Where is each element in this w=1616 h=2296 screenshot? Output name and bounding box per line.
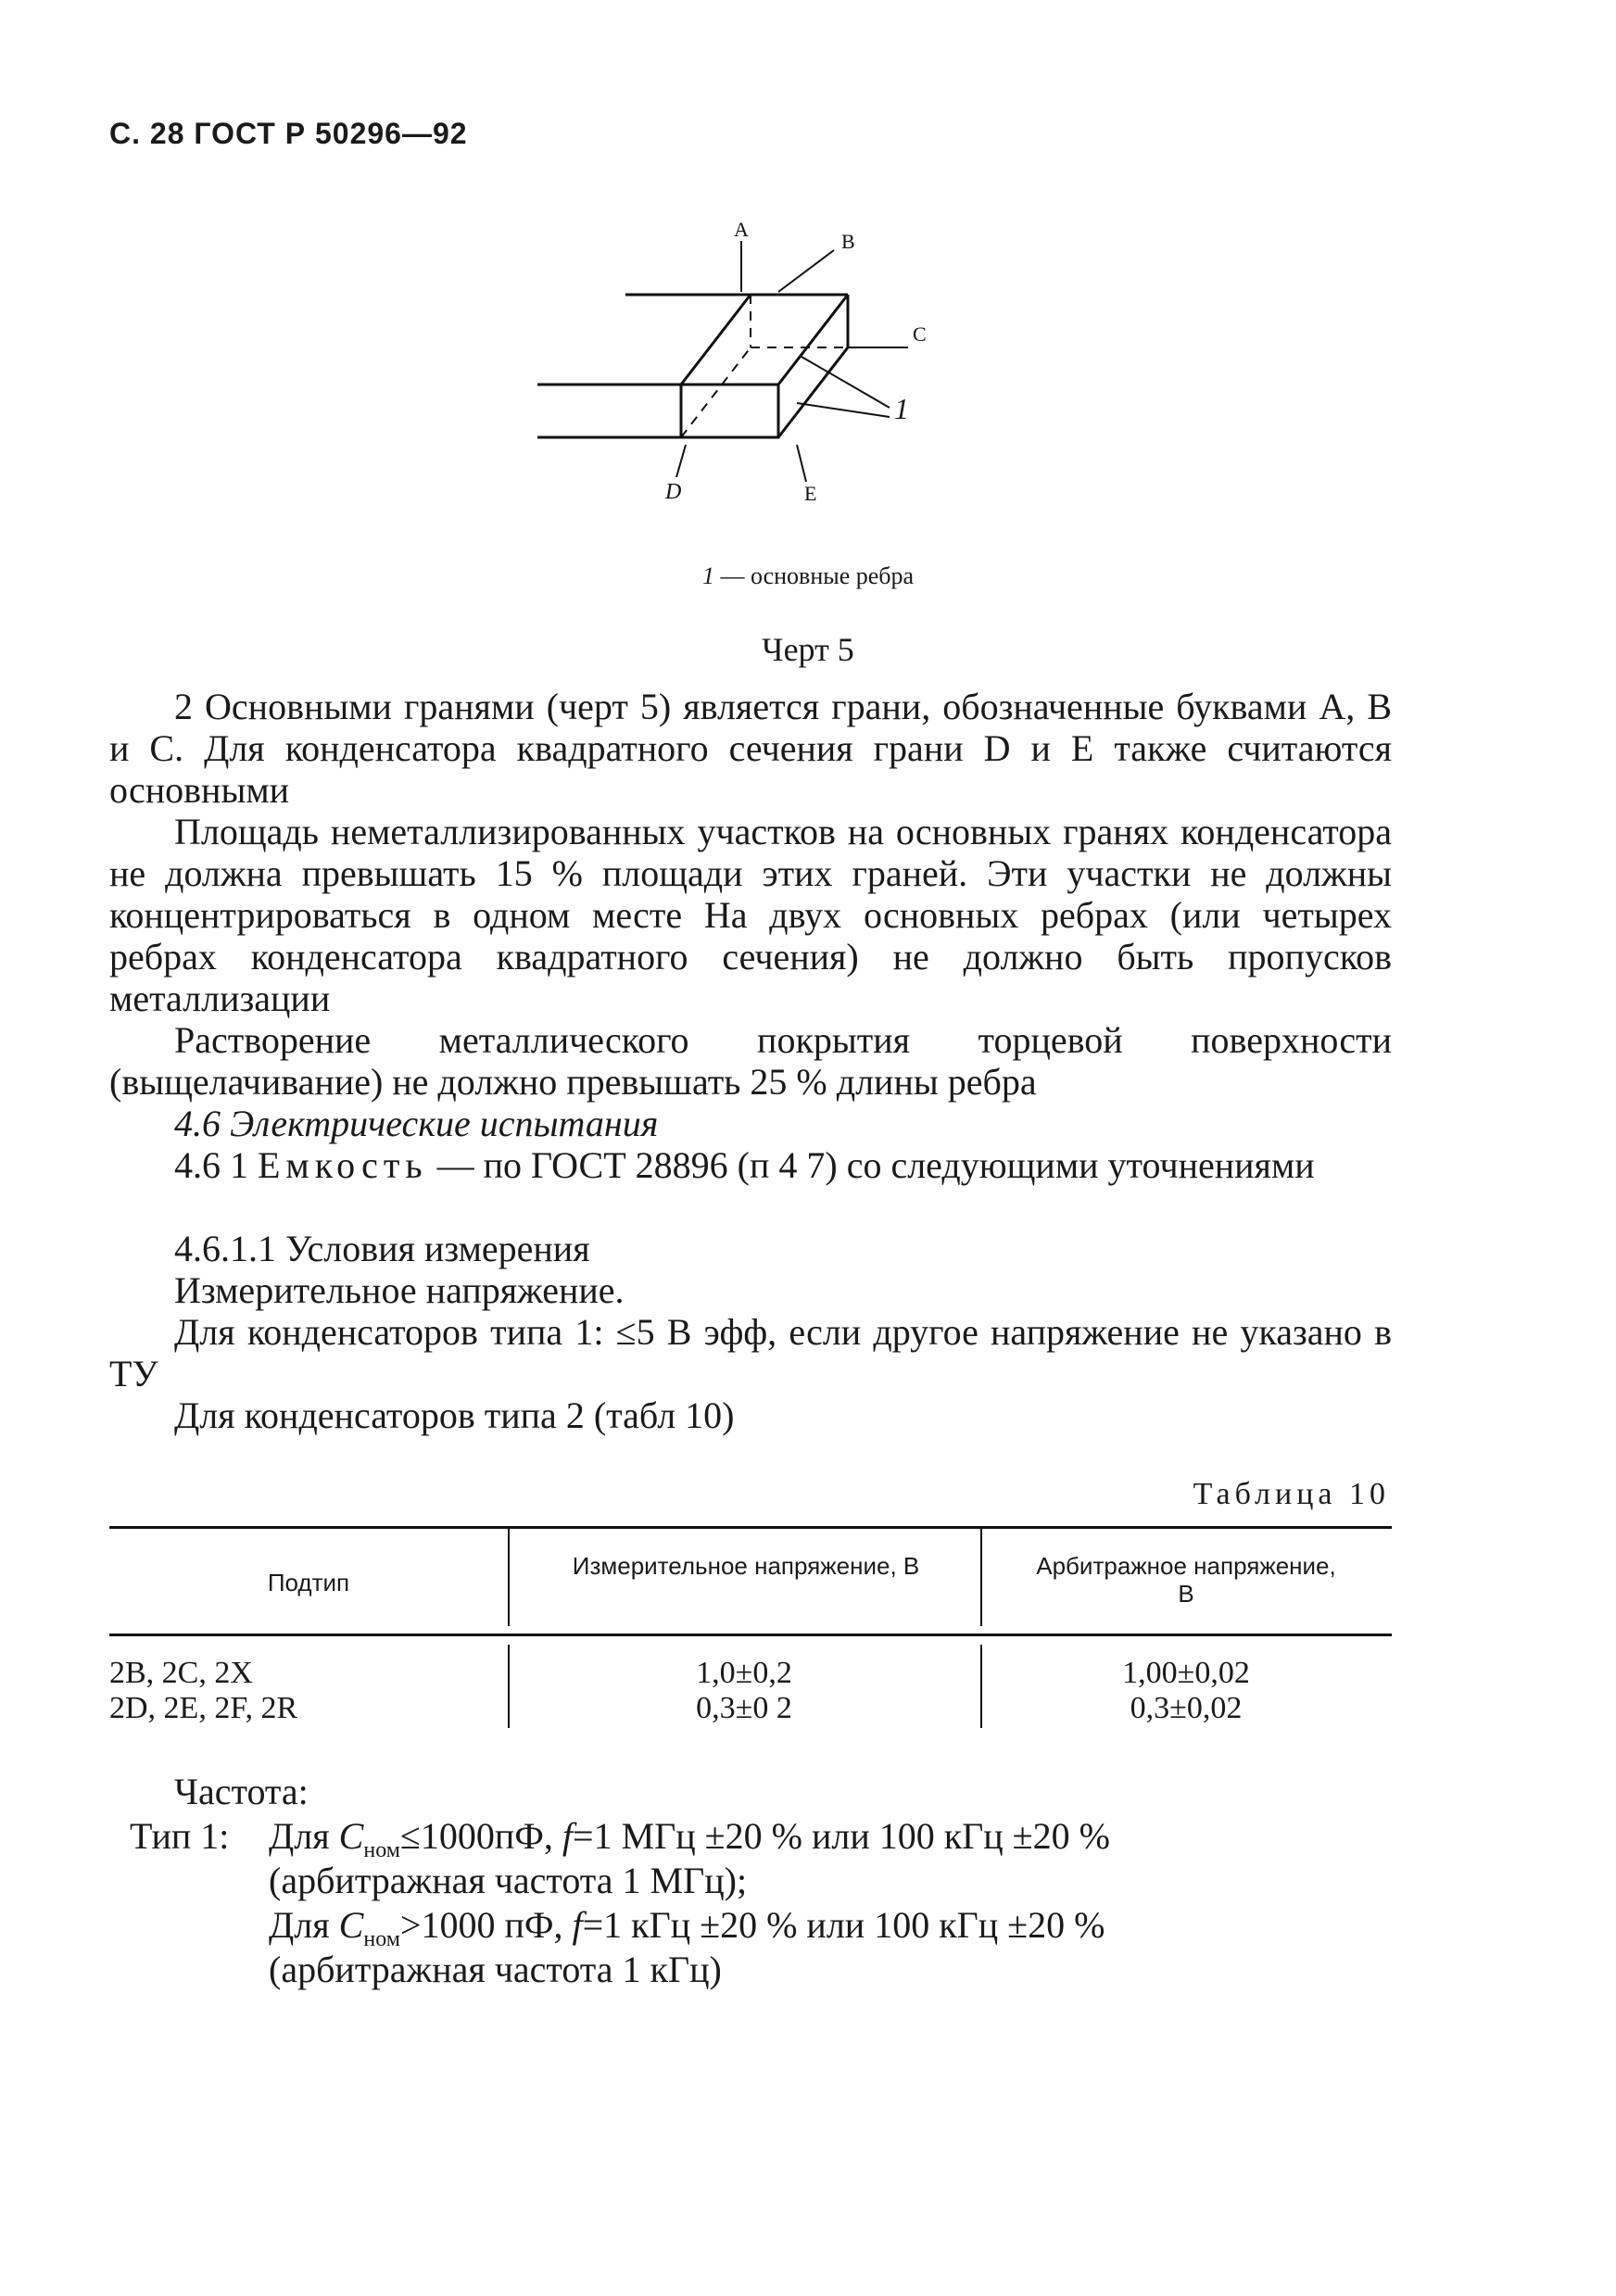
capacitor-drawing xyxy=(519,222,964,528)
c-nom-subscript: ном xyxy=(363,1838,400,1862)
paragraph-leaching: Растворение металлического покрытия торцевой поверхности (выщелачивание) не должно превышать 25 % длины ребра xyxy=(109,1019,1392,1103)
table-header-subtype: Подтип xyxy=(267,1569,350,1596)
label-e: E xyxy=(804,482,817,505)
paragraph-unmetallized-area: Площадь неметаллизированных участков на основных гранях конденсатора не должна превышать 15 % площади этих граней. Эти участки не должны концентрироваться в одном месте На двух основных ребрах (или четырех ребрах конденсатора квадратного сечения) не должно быть пропусков металлизации xyxy=(109,811,1392,1019)
table-col-divider-2 xyxy=(980,1529,982,1626)
label-edge-1: 1 xyxy=(894,392,909,425)
table-header-arbitrage: Арбитражное напряжение, В xyxy=(1036,1552,1336,1608)
table-top-rule xyxy=(109,1526,1392,1529)
paragraph-main-faces: 2 Основными гранями (черт 5) является грани, обозначенные буквами А, В и С. Для конденсатора квадратного сечения грани D и E также считаются основными xyxy=(109,686,1392,811)
frequency-line-3-threshold: >1000 пФ, xyxy=(399,1904,563,1946)
frequency-line-3-for: Для xyxy=(269,1904,330,1946)
table-cell-subtype: 2D, 2E, 2F, 2R xyxy=(109,1691,298,1725)
frequency-heading: Частота: xyxy=(174,1771,309,1812)
frequency-type1-label: Тип 1: xyxy=(130,1815,230,1857)
label-a: A xyxy=(734,222,749,241)
label-b: B xyxy=(841,230,855,253)
figure-caption xyxy=(0,562,1616,590)
table-cell-measure: 1,0±0,2 xyxy=(696,1656,792,1690)
page-header: С. 28 ГОСТ Р 50296—92 xyxy=(109,117,468,150)
type2-voltage: Для конденсаторов типа 2 (табл 10) xyxy=(174,1394,735,1436)
frequency-line-2: (арбитражная частота 1 МГц); xyxy=(269,1860,748,1901)
section-4-6-title: 4.6 Электрические испытания xyxy=(174,1103,659,1144)
f-symbol: f xyxy=(562,1815,574,1857)
table-label: Таблица 10 xyxy=(1193,1477,1390,1511)
section-4-6-1-1: 4.6.1.1 Условия измерения xyxy=(174,1228,590,1269)
frequency-line-1-values: =1 МГц ±20 % или 100 кГц ±20 % xyxy=(573,1815,1110,1857)
frequency-line-3-values: =1 кГц ±20 % или 100 кГц ±20 % xyxy=(582,1904,1105,1946)
f-symbol: f xyxy=(572,1904,583,1946)
section-4-6-1-title: Емкость xyxy=(258,1144,428,1186)
frequency-line-4: (арбитражная частота 1 кГц) xyxy=(269,1949,722,1990)
section-4-6-1-text: — по ГОСТ 28896 (п 4 7) со следующими уточнениями xyxy=(436,1144,1315,1186)
label-d: D xyxy=(665,480,682,504)
measure-voltage-heading: Измерительное напряжение. xyxy=(174,1269,625,1311)
table-cell-arbitrage: 1,00±0,02 xyxy=(1122,1656,1250,1690)
figure-caption-number: 1 xyxy=(701,562,714,589)
frequency-line-1-threshold: ≤1000пФ, xyxy=(399,1815,553,1857)
frequency-line-1-for: Для xyxy=(269,1815,330,1857)
table-header-measure: Измерительное напряжение, В xyxy=(572,1552,920,1580)
table-col-divider-1 xyxy=(508,1529,510,1626)
section-4-6-1 xyxy=(109,1144,1392,1186)
section-4-6-1-number: 4.6 1 xyxy=(174,1144,248,1186)
figure-title: Черт 5 xyxy=(762,631,854,668)
section-4-6 xyxy=(109,1103,1392,1144)
table-cell-arbitrage: 0,3±0,02 xyxy=(1130,1691,1243,1725)
type1-voltage: Для конденсаторов типа 1: ≤5 В эфф, если другое напряжение не указано в ТУ xyxy=(109,1311,1392,1394)
table-header-rule xyxy=(109,1634,1392,1636)
figure-caption-text: — основные ребра xyxy=(720,562,915,589)
table-cell-subtype: 2B, 2C, 2X xyxy=(109,1656,253,1690)
c-nom-symbol: C xyxy=(338,1815,364,1857)
c-nom-symbol: C xyxy=(338,1904,364,1946)
c-nom-subscript: ном xyxy=(363,1927,400,1951)
label-c: C xyxy=(913,322,927,346)
table-cell-measure: 0,3±0 2 xyxy=(696,1691,792,1725)
